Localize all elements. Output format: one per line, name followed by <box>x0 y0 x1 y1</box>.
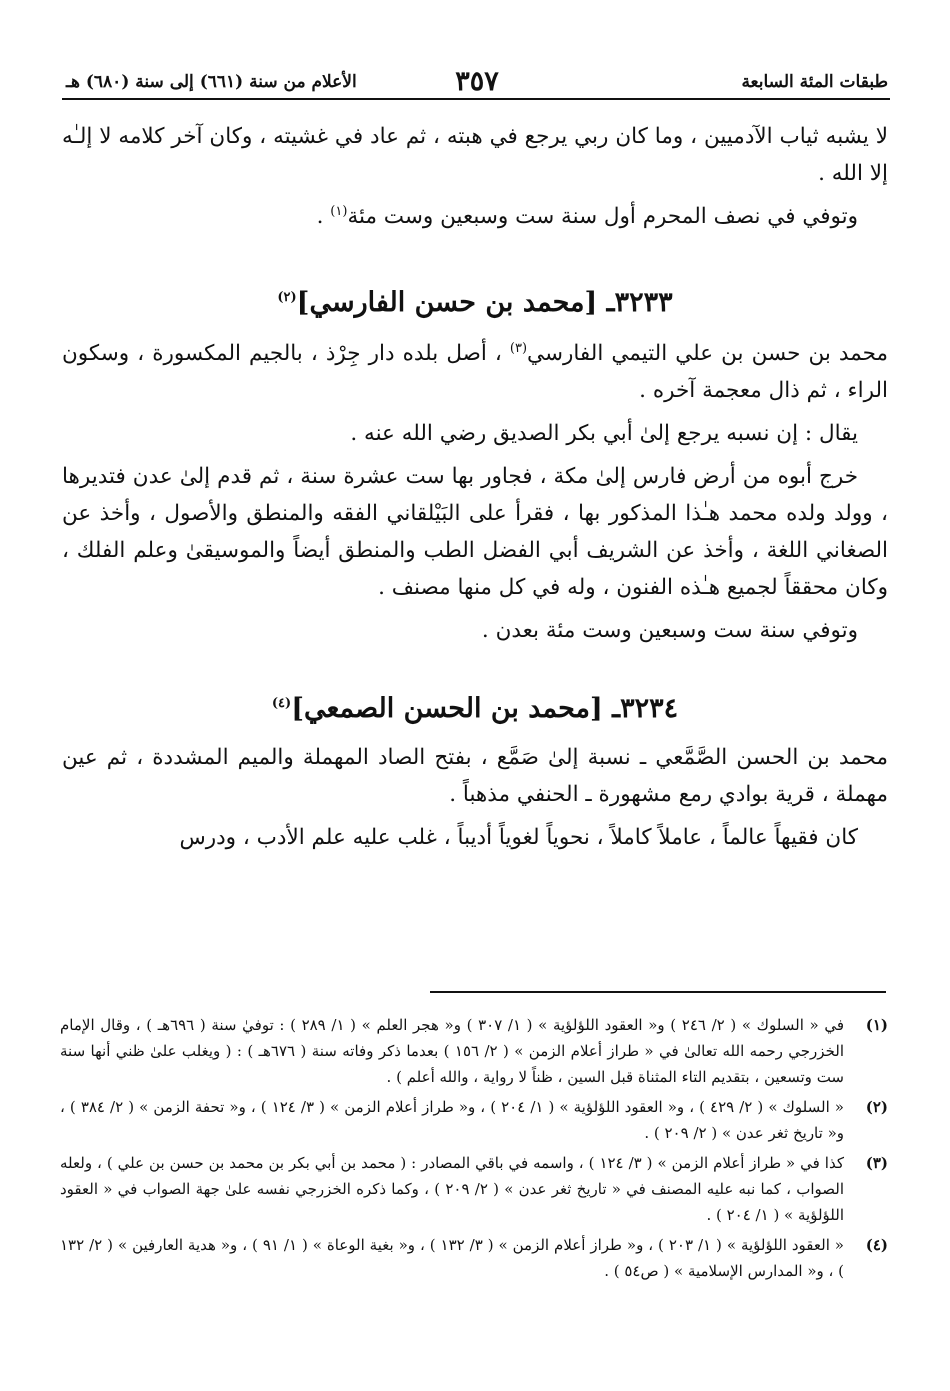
footnote-ref[interactable]: (١) <box>330 203 348 219</box>
footnote-ref[interactable]: (٢) <box>277 290 297 305</box>
paragraph: يقال : إن نسبه يرجع إلىٰ أبي بكر الصديق رضي الله عنه . <box>350 421 858 446</box>
header-rule <box>62 98 890 100</box>
footnote-text: « العقود اللؤلؤية » ( ١/ ٢٠٣ ) ، و« طراز أعلام الزمن » ( ٣/ ١٣٢ ) ، و« بغية الوعاة » ( ١/ ٩١ ) ، و« هدية العارفين » ( ٢/ ١٣٢ ) ، و« المدارس الإسلامية » ( ص٥٤ ) . <box>60 1236 844 1280</box>
footnote-rule <box>430 991 886 993</box>
footnote-ref[interactable]: (٤) <box>271 696 292 711</box>
footnotes <box>60 1012 888 1288</box>
paragraph: وتوفي سنة ست وسبعين وست مئة بعدن . <box>481 618 858 643</box>
entry-title-text: ٣٢٣٣ـ [محمد بن حسن الفارسي] <box>296 287 673 318</box>
header-year-range: الأعلام من سنة (٦٦١) إلى سنة (٦٨٠) هـ <box>66 72 357 92</box>
header-section-title: طبقات المئة السابعة <box>741 72 888 92</box>
paragraph: لا يشبه ثياب الآدميين ، وما كان ربي يرجع في هبته ، ثم عاد في غشيته ، وكان آخر كلامه لا إلـٰه إلا الله . <box>62 124 888 186</box>
footnote <box>60 1150 888 1228</box>
paragraph-end: . <box>316 204 331 229</box>
footnote-ref[interactable]: (٣) <box>509 340 528 356</box>
footnote <box>60 1094 888 1146</box>
paragraph <box>62 335 888 409</box>
paragraph <box>62 198 888 235</box>
entry-title <box>62 283 888 323</box>
footnote-number: (٢) <box>865 1098 888 1116</box>
footnote-number: (٣) <box>865 1154 888 1172</box>
paragraph-text: محمد بن حسن بن علي التيمي الفارسي <box>527 341 888 366</box>
running-header <box>66 66 888 106</box>
entry-title <box>62 689 888 729</box>
footnote-text: « السلوك » ( ٢/ ٤٢٩ ) ، و« العقود اللؤلؤية » ( ١/ ٢٠٤ ) ، و« طراز أعلام الزمن » ( ٣/ ١٢٤ ) ، و« تحفة الزمن » ( ٢/ ٣٨٤ ) ، و« تاريخ ثغر عدن » ( ٢/ ٢٠٩ ) . <box>60 1098 844 1142</box>
main-text <box>62 118 888 862</box>
entry-title-text: ٣٢٣٤ـ [محمد بن الحسن الصمعي] <box>291 693 679 724</box>
paragraph-text: وتوفي في نصف المحرم أول سنة ست وسبعين وست مئة <box>347 204 858 229</box>
footnote-number: (١) <box>865 1016 888 1034</box>
paragraph-text: ، أصل بلده دار جِرْذ ، بالجيم المكسورة ، وسكون الراء ، ثم ذال معجمة آخره . <box>62 341 888 403</box>
paragraph: محمد بن الحسن الصَّمَّعي ـ نسبة إلىٰ صَمَّع ، بفتح الصاد المهملة والميم المشددة ، ثم عين مهملة ، قرية بوادي رمع مشهورة ـ الحنفي مذهباً . <box>62 745 888 807</box>
footnote-number: (٤) <box>865 1236 888 1254</box>
footnote-text: كذا في « طراز أعلام الزمن » ( ٣/ ١٢٤ ) ، واسمه في باقي المصادر : ( محمد بن أبي بكر بن محمد بن حسن بن علي ) ، ولعله الصواب ، كما نبه عليه المصنف في « تاريخ ثغر عدن » ( ٢/ ٢٠٩ ) ، وكما ذكره الخزرجي نفسه علىٰ جهة الصواب في « العقود اللؤلؤية » ( ١/ ٢٠٤ ) . <box>60 1154 844 1224</box>
page-number: ٣٥٧ <box>455 66 499 97</box>
footnote <box>60 1232 888 1284</box>
paragraph: خرج أبوه من أرض فارس إلىٰ مكة ، فجاور بها ست عشرة سنة ، ثم قدم إلىٰ عدن فتديرها ، وولد ولده محمد هـٰذا المذكور بها ، فقرأ على البَيْلقاني الفقه والمنطق والأصول ، وأخذ عن الصغاني اللغة ، وأخذ عن الشريف أبي الفضل الطب والمنطق أيضاً والموسيقىٰ وعلم الفلك ، وكان محققاً لجميع هـٰذه الفنون ، وله في كل منها مصنف . <box>62 464 888 600</box>
footnote <box>60 1012 888 1090</box>
paragraph: كان فقيهاً عالماً ، عاملاً كاملاً ، نحوياً لغوياً أديباً ، غلب عليه علم الأدب ، ودرس <box>179 825 858 850</box>
footnote-text: في « السلوك » ( ٢/ ٢٤٦ ) و« العقود اللؤلؤية » ( ١/ ٣٠٧ ) و« هجر العلم » ( ١/ ٢٨٩ ) : توفيٰ سنة ( ٦٩٦هـ ) ، وقال الإمام الخزرجي رحمه الله تعالىٰ في « طراز أعلام الزمن » ( ٢/ ١٥٦ ) بعدما ذكر وفاته سنة ( ٦٧٦هـ ) : ( ويغلب علىٰ ظني أنها سنة ست وتسعين ، بتقديم التاء المثناة قبل السين ، ظناً لا رواية ، والله أعلم ) . <box>60 1016 844 1086</box>
